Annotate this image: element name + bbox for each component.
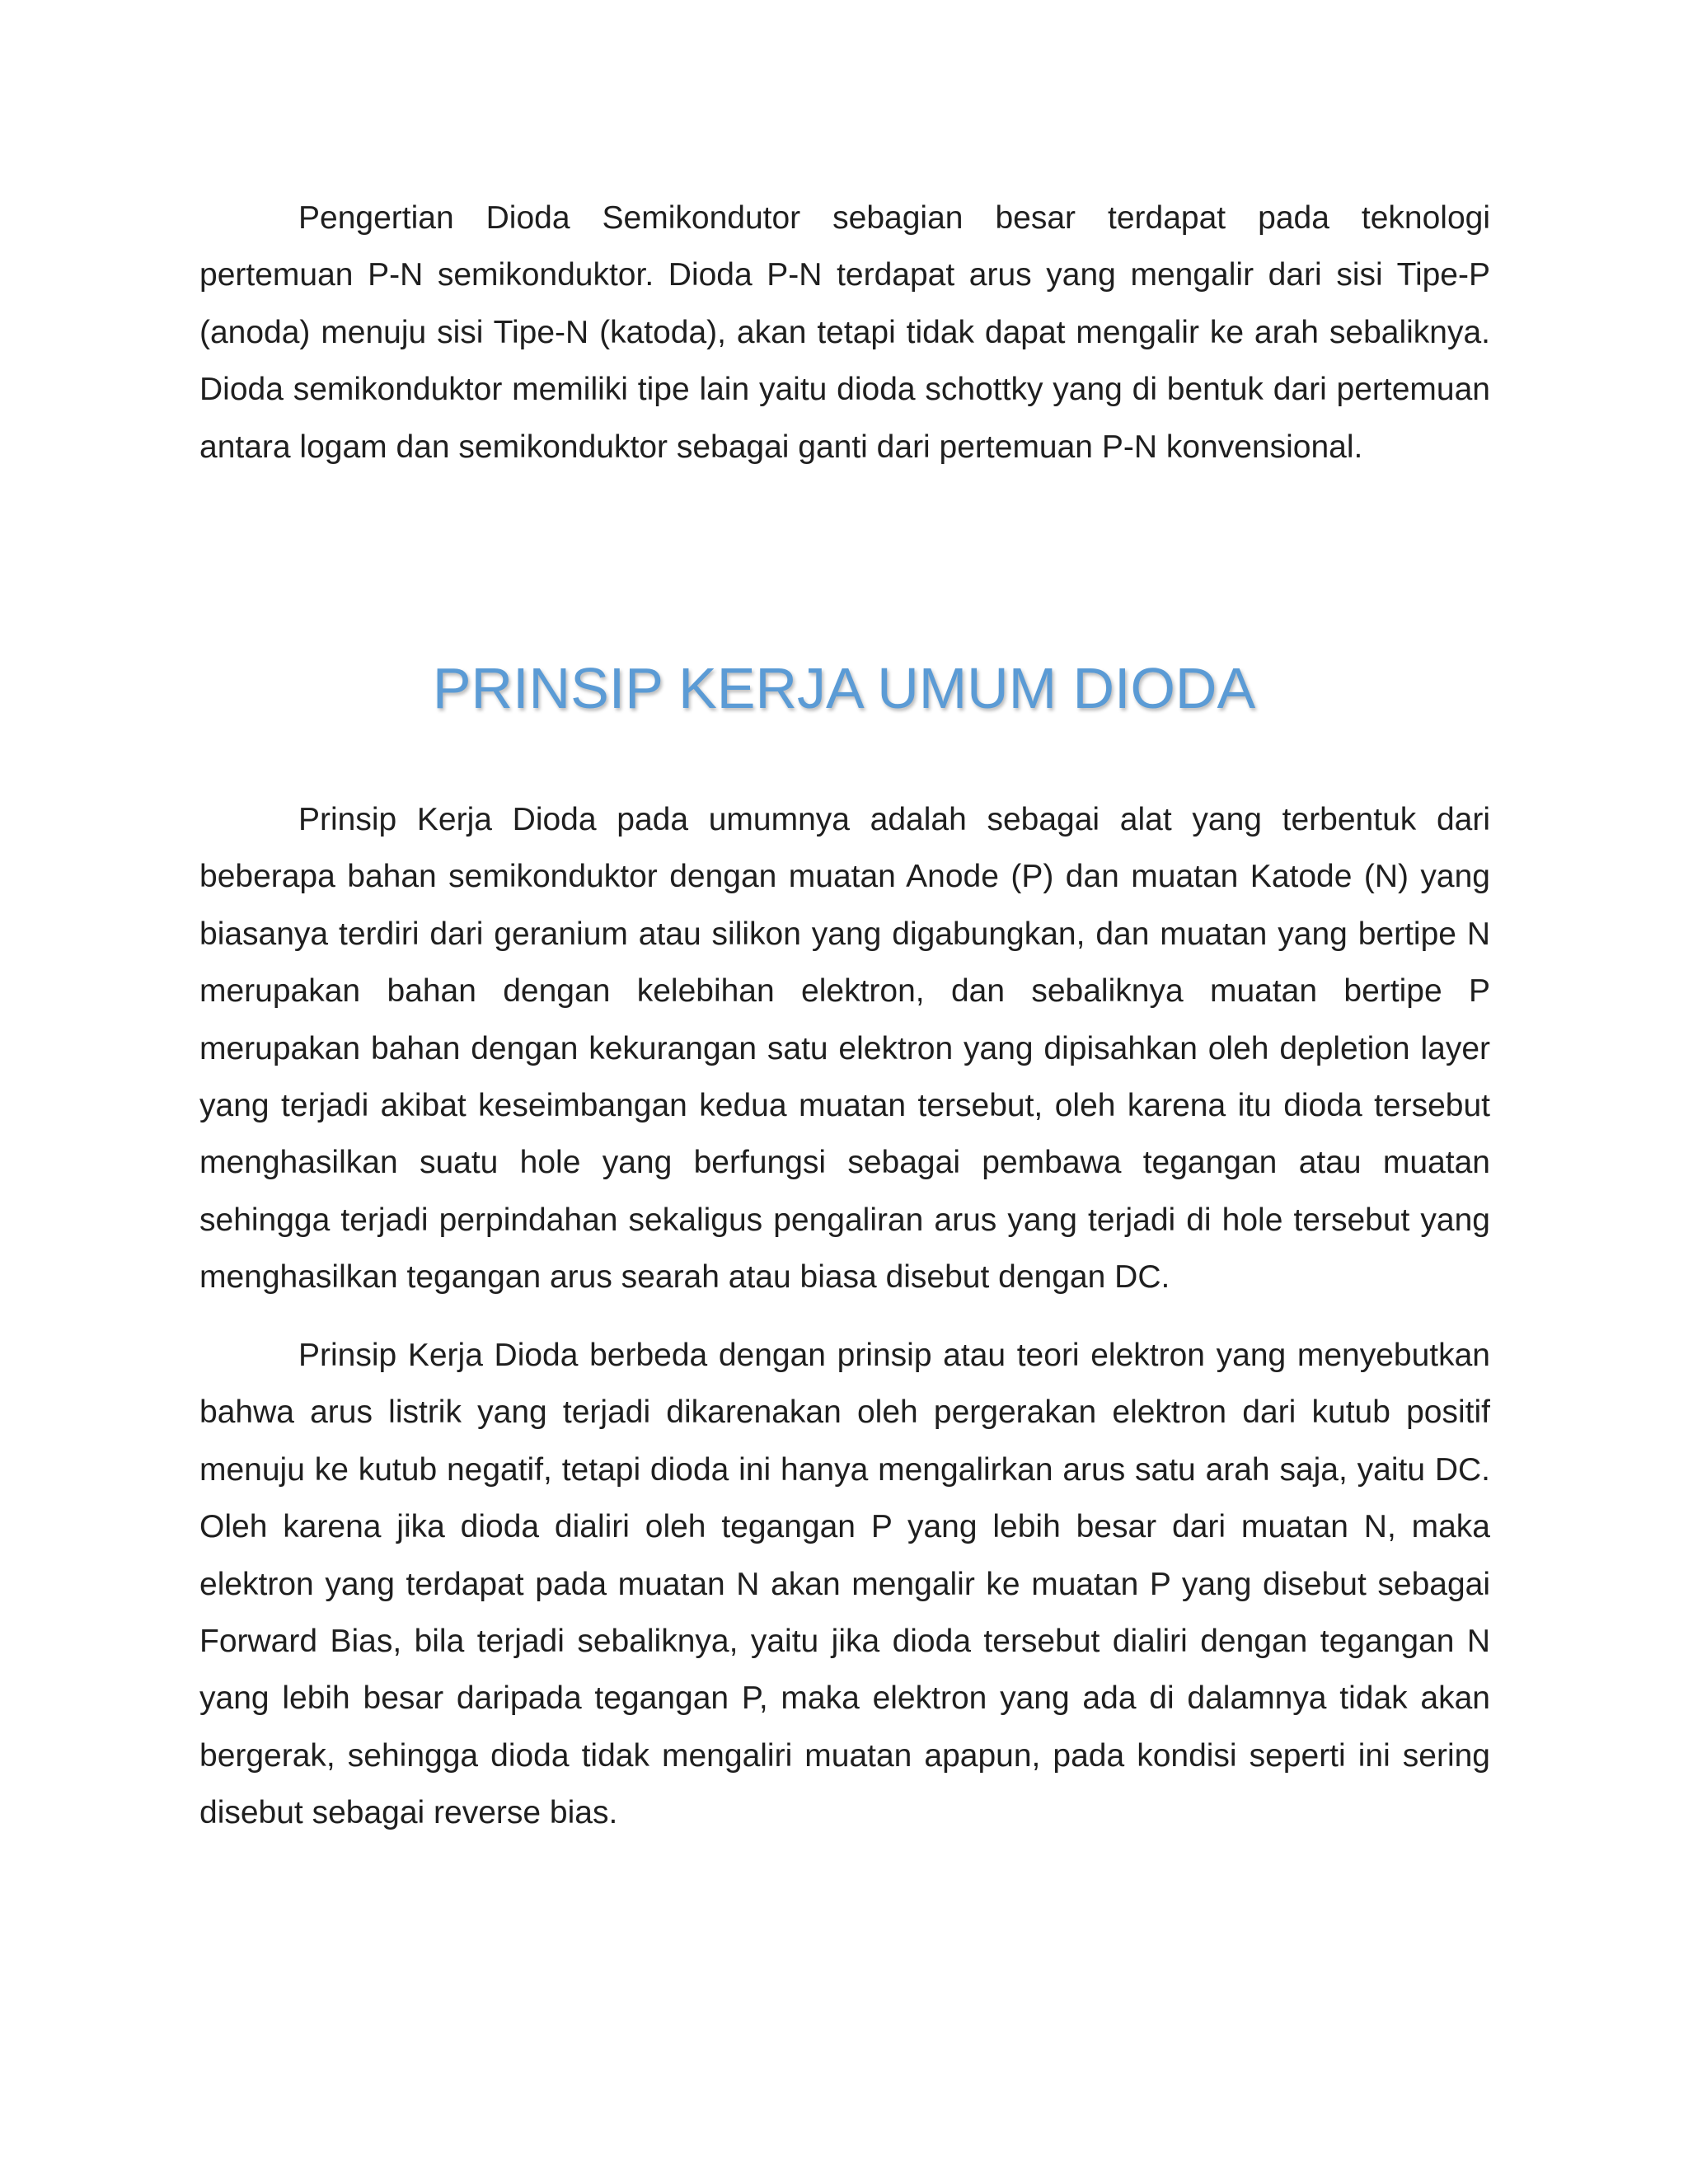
principle-paragraph-1: Prinsip Kerja Dioda pada umumnya adalah sebagai alat yang terbentuk dari beberapa bahan semikonduktor dengan muatan Anode (P) dan muatan Katode (N) yang biasanya terdiri dari geranium atau silikon yang digabungkan, dan muatan yang bertipe N merupakan bahan dengan kelebihan elektron, dan sebaliknya muatan bertipe P merupakan bahan dengan kekurangan satu elektron yang dipisahkan oleh depletion layer yang terjadi akibat keseimbangan kedua muatan tersebut, oleh karena itu dioda tersebut menghasilkan suatu hole yang berfungsi sebagai pembawa tegangan atau muatan sehingga terjadi perpindahan sekaligus pengaliran arus yang terjadi di hole tersebut yang menghasilkan tegangan arus searah atau biasa disebut dengan DC.	[199, 802, 1490, 1296]
principle-paragraph-2: Prinsip Kerja Dioda berbeda dengan prinsip atau teori elektron yang menyebutkan bahwa arus listrik yang terjadi dikarenakan oleh pergerakan elektron dari kutub positif menuju ke kutub negatif, tetapi dioda ini hanya mengalirkan arus satu arah saja, yaitu DC. Oleh karena jika dioda dialiri oleh tegangan P yang lebih besar dari muatan N, maka elektron yang terdapat pada muatan N akan mengalir ke muatan P yang disebut sebagai Forward Bias, bila terjadi sebaliknya, yaitu jika dioda tersebut dialiri dengan tegangan N yang lebih besar daripada tegangan P, maka elektron yang ada di dalamnya tidak akan bergerak, sehingga dioda tidak mengaliri muatan apapun, pada kondisi seperti ini sering disebut sebagai reverse bias.	[199, 1338, 1490, 1831]
intro-paragraph: Pengertian Dioda Semikondutor sebagian besar terdapat pada teknologi pertemuan P-N semikonduktor. Dioda P-N terdapat arus yang mengalir dari sisi Tipe-P (anoda) menuju sisi Tipe-N (katoda), akan tetapi tidak dapat mengalir ke arah sebaliknya. Dioda semikonduktor memiliki tipe lain yaitu dioda schottky yang di bentuk dari pertemuan antara logam dan semikonduktor sebagai ganti dari pertemuan P-N konvensional.	[199, 200, 1490, 465]
section-heading: PRINSIP KERJA UMUM DIODA	[432, 656, 1256, 720]
